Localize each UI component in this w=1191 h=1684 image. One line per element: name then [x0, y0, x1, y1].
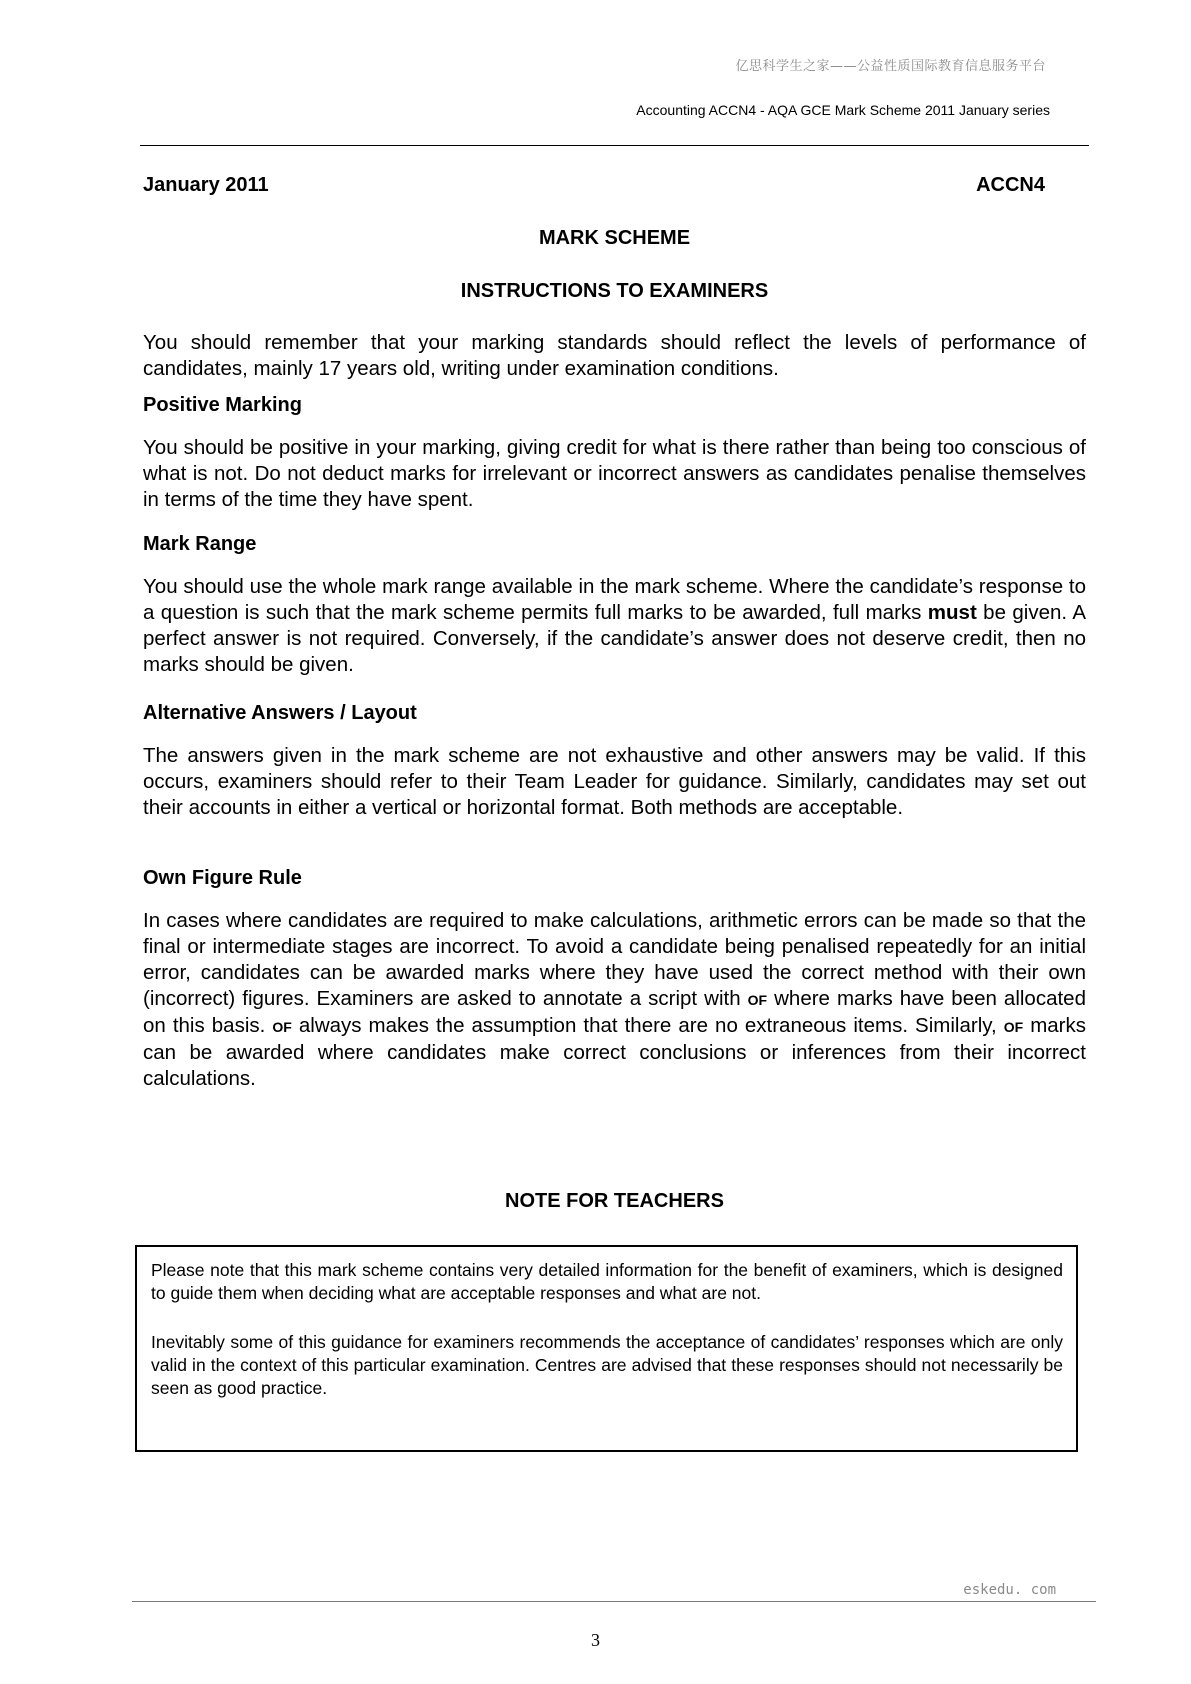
mark-range-heading: Mark Range	[143, 533, 257, 555]
own-figure-text-d: marks can be awarded where candidates make correct conclusions or inferences from their incorrect calculations.	[143, 1014, 1087, 1090]
exam-date: January 2011	[143, 174, 269, 196]
own-figure-heading: Own Figure Rule	[143, 867, 302, 889]
footer-rule	[132, 1601, 1096, 1602]
own-figure-paragraph	[143, 908, 1086, 1092]
instructions-title: INSTRUCTIONS TO EXAMINERS	[460, 280, 769, 302]
own-figure-text-b: where marks have been allocated on this basis.	[143, 987, 1086, 1037]
teachers-note-paragraph-1: Please note that this mark scheme contains very detailed information for the benefit of examiners, which is designed to guide them when deciding what are acceptable responses and what are not.	[151, 1260, 1063, 1303]
header-rule	[140, 145, 1089, 146]
mark-range-emphasis: must	[927, 601, 977, 624]
of-marker: OF	[272, 1019, 292, 1035]
mark-range-text-b: be given. A perfect answer is not required. Conversely, if the candidate’s answer does not deserve credit, then no marks should be given.	[143, 601, 1087, 676]
teachers-note-paragraph-2: Inevitably some of this guidance for examiners recommends the acceptance of candidates’ responses which are only valid in the context of this particular examination. Centres are advised that these responses should not necessarily be seen as good practice.	[151, 1332, 1063, 1398]
mark-scheme-title: MARK SCHEME	[538, 227, 691, 249]
teachers-note-box	[135, 1245, 1078, 1452]
of-marker: OF	[747, 992, 768, 1008]
page-number: 3	[591, 1630, 600, 1650]
mark-range-paragraph	[143, 574, 1086, 678]
intro-paragraph: You should remember that your marking standards should reflect the levels of performance of candidates, mainly 17 years old, writing under examination conditions.	[143, 331, 1086, 380]
running-title: Accounting ACCN4 - AQA GCE Mark Scheme 2011 January series	[636, 102, 1050, 118]
positive-marking-paragraph: You should be positive in your marking, giving credit for what is there rather than being too conscious of what is not. Do not deduct marks for irrelevant or incorrect answers as candidates penalise themselves in terms of the time they have spent.	[143, 436, 1086, 511]
of-marker: OF	[1003, 1019, 1024, 1035]
own-figure-text-c: always makes the assumption that there are no extraneous items. Similarly,	[291, 1014, 1004, 1037]
alternative-answers-heading: Alternative Answers / Layout	[143, 702, 417, 724]
alternative-answers-paragraph: The answers given in the mark scheme are not exhaustive and other answers may be valid. If this occurs, examiners should refer to their Team Leader for guidance. Similarly, candidates may set out their accounts in either a vertical or horizontal format. Both methods are acceptable.	[143, 744, 1086, 819]
footer-site-watermark: eskedu. com	[963, 1582, 1056, 1598]
watermark-header: 亿思科学生之家——公益性质国际教育信息服务平台	[735, 59, 1046, 74]
mark-range-text-a: You should use the whole mark range available in the mark scheme. Where the candidate’s response to a question is such that the mark scheme permits full marks to be awarded, full marks	[143, 575, 1086, 624]
exam-code: ACCN4	[976, 174, 1045, 196]
positive-marking-heading: Positive Marking	[143, 394, 302, 416]
note-for-teachers-title: NOTE FOR TEACHERS	[505, 1190, 724, 1212]
own-figure-text-a: In cases where candidates are required to make calculations, arithmetic errors can be made so that the final or intermediate stages are incorrect. To avoid a candidate being penalised repeatedly for an initial error, candidates can be awarded marks where they have used the correct method with their own (incorrect) figures. Examiners are asked to annotate a script with	[143, 909, 1086, 1010]
